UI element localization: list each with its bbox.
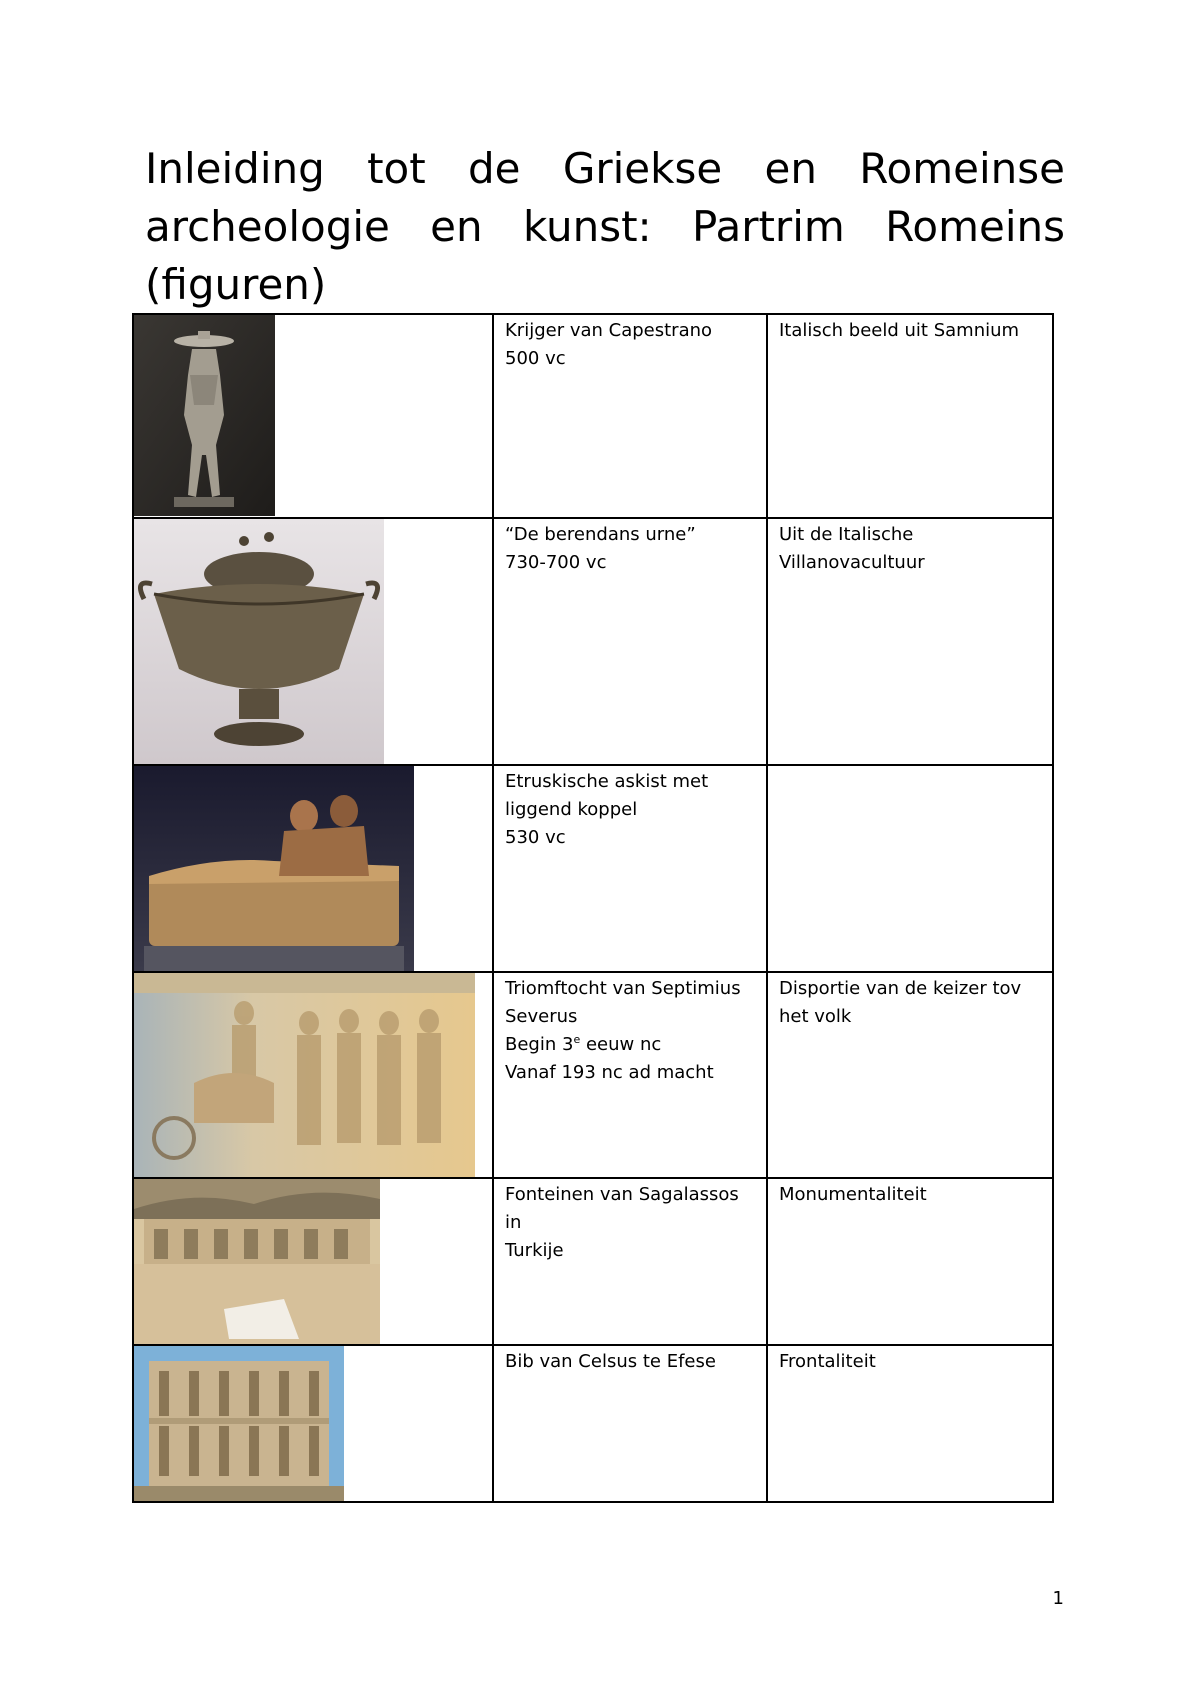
image-cell	[133, 972, 493, 1178]
warrior-statue-image	[134, 315, 492, 516]
image-cell	[133, 1345, 493, 1502]
note-cell	[767, 314, 1053, 518]
description-line: Turkije	[505, 1240, 564, 1261]
table-row	[133, 972, 1053, 1178]
description-cell	[493, 1345, 767, 1502]
description-cell	[493, 1178, 767, 1345]
sarcophagus-couple-image	[134, 766, 492, 971]
celsus-library-image	[134, 1346, 492, 1501]
note-line: Frontaliteit	[779, 1351, 876, 1372]
note-line: Uit de Italische	[779, 524, 914, 545]
description-line: Etruskische askist met	[505, 771, 709, 792]
table-row	[133, 518, 1053, 765]
table-row	[133, 314, 1053, 518]
table-row	[133, 1345, 1053, 1502]
table-row	[133, 765, 1053, 972]
note-line: Italisch beeld uit Samnium	[779, 320, 1020, 341]
description-line: Bib van Celsus te Efese	[505, 1351, 716, 1372]
description-line: 500 vc	[505, 348, 566, 369]
image-cell	[133, 314, 493, 518]
bronze-urn-image	[134, 519, 492, 764]
image-cell	[133, 765, 493, 972]
description-line: Fonteinen van Sagalassos in	[505, 1184, 739, 1233]
note-line: Villanovacultuur	[779, 552, 925, 573]
description-line: 730-700 vc	[505, 552, 607, 573]
description-line: 530 vc	[505, 827, 566, 848]
page-number: 1	[1052, 1588, 1064, 1609]
note-line: Monumentaliteit	[779, 1184, 927, 1205]
figures-table	[132, 313, 1054, 1503]
note-cell	[767, 765, 1053, 972]
page-title: Inleiding tot de Griekse en Romeinse archeologie en kunst: Partrim Romeins (figuren)	[145, 144, 1065, 309]
description-cell	[493, 314, 767, 518]
description-line: Krijger van Capestrano	[505, 320, 713, 341]
image-cell	[133, 518, 493, 765]
description-cell	[493, 972, 767, 1178]
description-line: Triomftocht van Septimius	[505, 978, 741, 999]
description-line: liggend koppel	[505, 799, 638, 820]
note-line: Disportie van de keizer tov	[779, 978, 1022, 999]
description-cell	[493, 518, 767, 765]
century-text: eeuw nc	[580, 1034, 662, 1055]
description-line: Vanaf 193 nc ad macht	[505, 1062, 714, 1083]
description-line: Severus	[505, 1006, 578, 1027]
table-row	[133, 1178, 1053, 1345]
note-line: het volk	[779, 1006, 852, 1027]
century-number: Begin 3	[505, 1034, 574, 1055]
description-line: “De berendans urne”	[505, 524, 696, 545]
note-cell	[767, 972, 1053, 1178]
note-cell	[767, 1178, 1053, 1345]
sagalassos-fountain-image	[134, 1179, 492, 1344]
image-cell	[133, 1178, 493, 1345]
description-cell	[493, 765, 767, 972]
note-cell	[767, 1345, 1053, 1502]
triumph-relief-image	[134, 973, 492, 1177]
note-cell	[767, 518, 1053, 765]
ordinal-suffix: e	[573, 1033, 581, 1046]
description-line	[505, 1031, 756, 1059]
